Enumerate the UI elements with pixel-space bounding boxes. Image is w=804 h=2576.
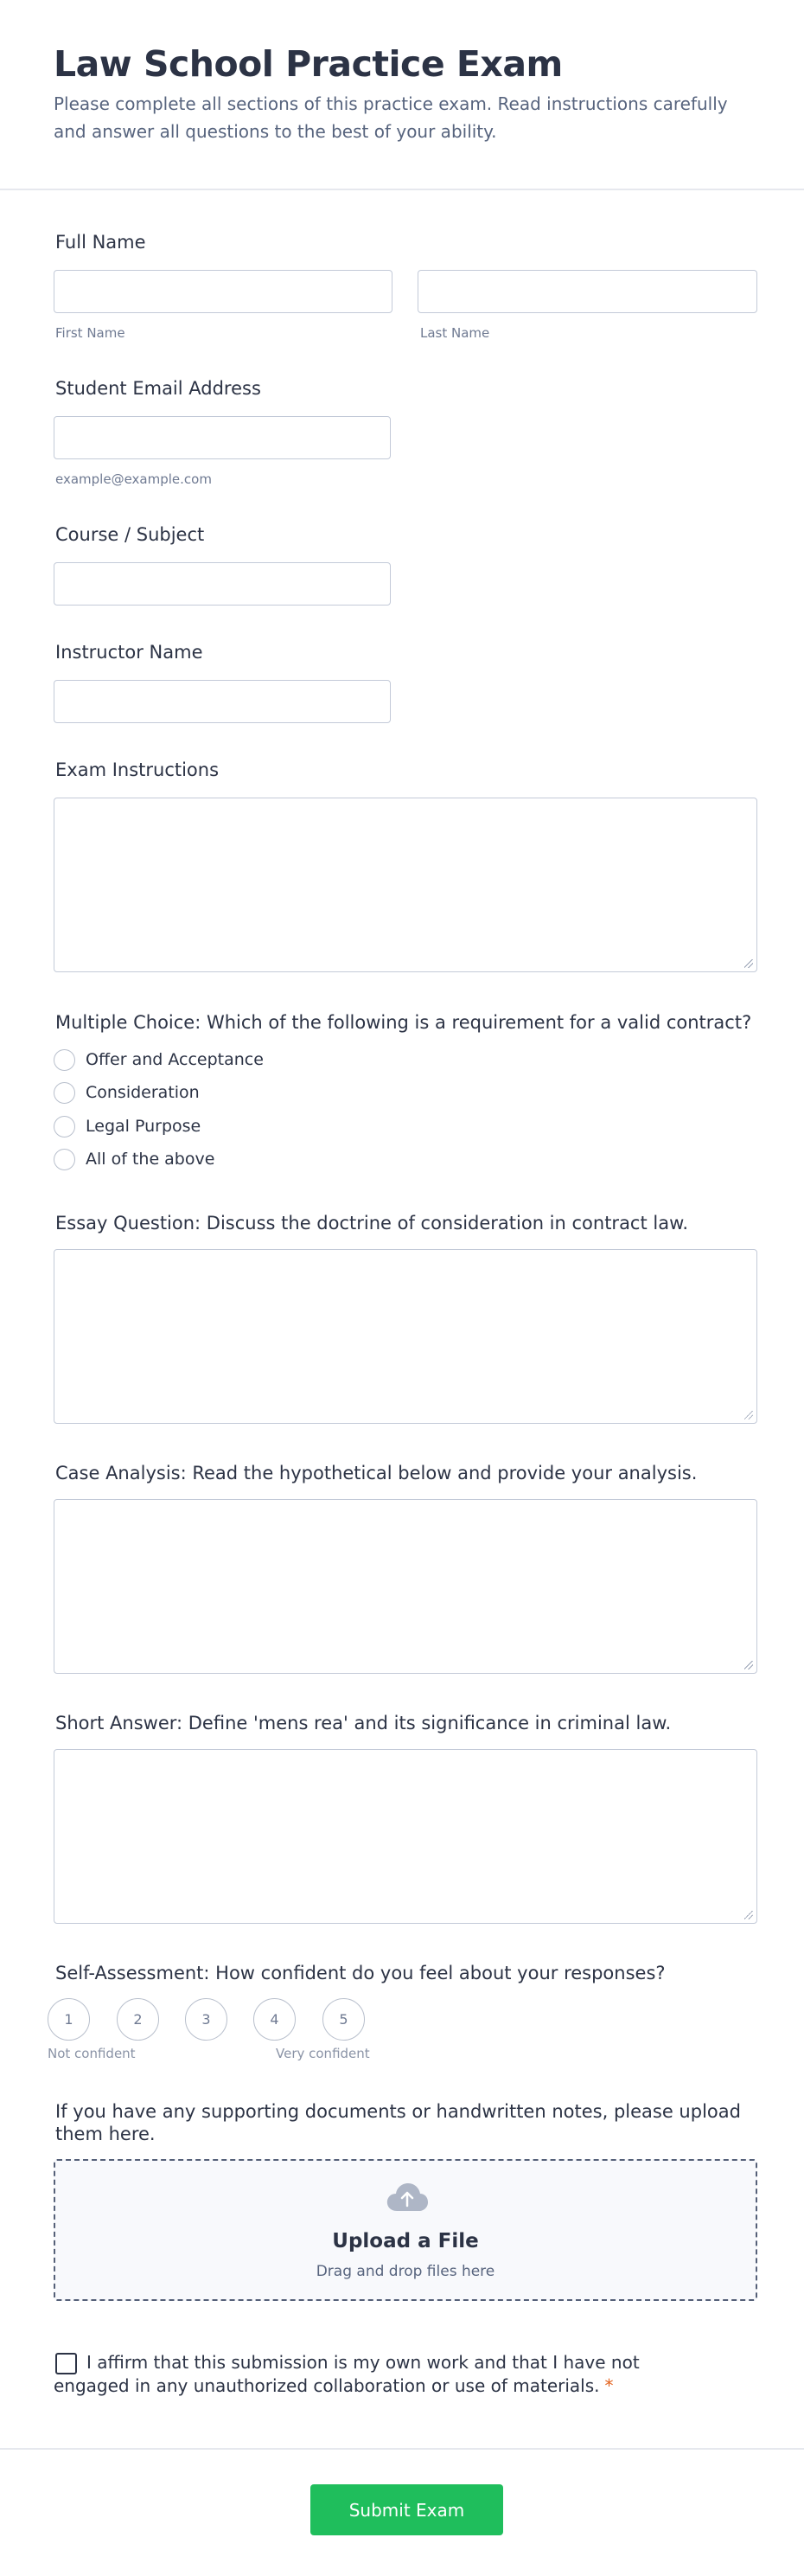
upload-title: Upload a File: [332, 2230, 479, 2252]
radio-icon[interactable]: [54, 1149, 75, 1170]
essay-label: Essay Question: Discuss the doctrine of consideration in contract law.: [55, 1213, 689, 1234]
case-analysis-label: Case Analysis: Read the hypothetical below and provide your analysis.: [55, 1463, 698, 1483]
file-upload-dropzone[interactable]: [54, 2159, 757, 2301]
submit-exam-button[interactable]: Submit Exam: [310, 2484, 503, 2535]
mc-option-offer-acceptance[interactable]: [54, 1047, 264, 1073]
form-header: [0, 0, 804, 190]
first-name-sublabel: First Name: [55, 325, 125, 341]
email-label: Student Email Address: [55, 378, 261, 399]
upload-label: If you have any supporting documents or handwritten notes, please upload them here.: [55, 2101, 741, 2144]
scale-option-4[interactable]: 4: [253, 1998, 296, 2041]
mc-option-label: Legal Purpose: [86, 1117, 201, 1136]
instructor-input[interactable]: [54, 680, 391, 723]
affirmation-text: [54, 2351, 693, 2398]
radio-icon[interactable]: [54, 1116, 75, 1137]
exam-instructions-label: Exam Instructions: [55, 759, 220, 780]
page-title: Law School Practice Exam: [54, 43, 563, 85]
case-analysis-textarea[interactable]: [54, 1499, 757, 1674]
email-sublabel: example@example.com: [55, 471, 212, 487]
mc-option-legal-purpose[interactable]: [54, 1113, 201, 1139]
cloud-upload-icon: [386, 2182, 429, 2213]
instructor-label: Instructor Name: [55, 642, 203, 663]
resize-handle-icon[interactable]: [744, 1661, 753, 1669]
email-input[interactable]: [54, 416, 391, 459]
affirmation-label: I affirm that this submission is my own work and that I have not engaged in any unauthorized collaboration or use of materials.: [54, 2352, 640, 2396]
scale-option-2[interactable]: 2: [117, 1998, 159, 2041]
required-marker: *: [604, 2375, 614, 2396]
multiple-choice-label: Multiple Choice: Which of the following is a requirement for a valid contract?: [55, 1012, 752, 1033]
mc-option-label: All of the above: [86, 1150, 215, 1169]
scale-option-5[interactable]: 5: [322, 1998, 365, 2041]
short-answer-textarea[interactable]: [54, 1749, 757, 1924]
last-name-input[interactable]: [418, 270, 757, 313]
full-name-label: Full Name: [55, 232, 146, 253]
mc-option-label: Consideration: [86, 1083, 200, 1102]
upload-subtitle: Drag and drop files here: [316, 2263, 495, 2280]
course-label: Course / Subject: [55, 524, 205, 545]
mc-option-label: Offer and Acceptance: [86, 1050, 264, 1069]
scale-option-1[interactable]: 1: [48, 1998, 90, 2041]
course-input[interactable]: [54, 562, 391, 606]
mc-option-all-of-above[interactable]: [54, 1146, 214, 1172]
essay-textarea[interactable]: [54, 1249, 757, 1424]
short-answer-label: Short Answer: Define 'mens rea' and its significance in criminal law.: [55, 1713, 672, 1733]
last-name-sublabel: Last Name: [420, 325, 490, 341]
mc-option-consideration[interactable]: [54, 1080, 200, 1105]
first-name-input[interactable]: [54, 270, 392, 313]
resize-handle-icon[interactable]: [744, 1911, 753, 1919]
radio-icon[interactable]: [54, 1082, 75, 1104]
radio-icon[interactable]: [54, 1049, 75, 1071]
exam-instructions-textarea[interactable]: [54, 798, 757, 972]
self-assessment-label: Self-Assessment: How confident do you feel about your responses?: [55, 1963, 666, 1983]
resize-handle-icon[interactable]: [744, 1411, 753, 1419]
resize-handle-icon[interactable]: [744, 959, 753, 968]
scale-low-label: Not confident: [48, 2046, 136, 2061]
scale-option-3[interactable]: 3: [185, 1998, 227, 2041]
form-footer: [0, 2448, 804, 2576]
page-subtitle: Please complete all sections of this practice exam. Read instructions carefully and answer all questions to the best of your ability.: [54, 93, 728, 142]
scale-high-label: Very confident: [276, 2046, 370, 2061]
